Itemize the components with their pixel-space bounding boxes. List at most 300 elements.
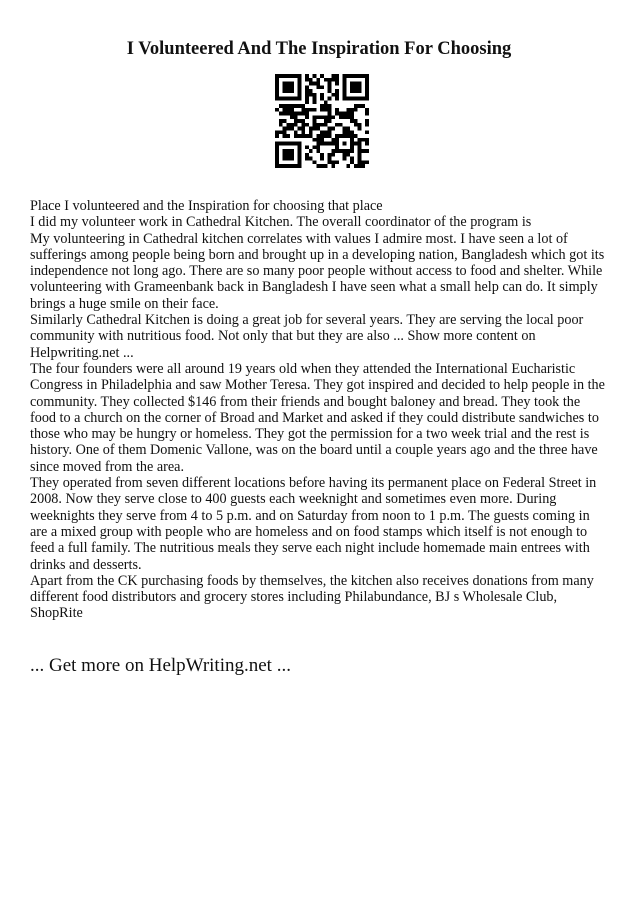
qr-module	[354, 74, 358, 78]
qr-module	[358, 85, 362, 89]
qr-module	[343, 115, 347, 119]
qr-module	[290, 153, 294, 157]
qr-module	[286, 108, 290, 112]
qr-module	[328, 130, 332, 134]
qr-module	[275, 164, 279, 168]
qr-module	[320, 85, 324, 89]
qr-module	[335, 145, 339, 149]
qr-module	[313, 100, 317, 104]
qr-module	[286, 142, 290, 146]
qr-module	[286, 85, 290, 89]
qr-module	[350, 157, 354, 161]
qr-module	[286, 89, 290, 93]
qr-module	[305, 153, 309, 157]
qr-module	[335, 149, 339, 153]
qr-module	[298, 78, 302, 82]
qr-module	[365, 108, 369, 112]
qr-module	[331, 74, 335, 78]
qr-module	[346, 153, 350, 157]
qr-module	[286, 123, 290, 127]
qr-module	[331, 153, 335, 157]
qr-module	[283, 89, 287, 93]
qr-module	[298, 104, 302, 108]
qr-module	[320, 157, 324, 161]
qr-module	[313, 108, 317, 112]
qr-module	[275, 82, 279, 86]
qr-module	[316, 149, 320, 153]
qr-module	[275, 108, 279, 112]
qr-module	[339, 115, 343, 119]
qr-module	[298, 127, 302, 131]
qr-module	[279, 112, 283, 116]
qr-module	[283, 82, 287, 86]
qr-module	[350, 145, 354, 149]
qr-module	[365, 74, 369, 78]
qr-module	[279, 97, 283, 101]
qr-module	[346, 164, 350, 168]
qr-module	[290, 127, 294, 131]
qr-module	[309, 93, 313, 97]
qr-module	[331, 164, 335, 168]
qr-module	[320, 123, 324, 127]
paragraph: My volunteering in Cathedral kitchen correlates with values I admire most. I have seen a lot of sufferings among people being born and brought up in a developing nation, Bangladesh which got its independence not long ago. There are so many poor people without access to food and shelter. While volunteering with Grameenbank back in Bangladesh I have seen what a small help can do. It simply brings a huge smile on their face.	[30, 230, 605, 312]
qr-module	[328, 160, 332, 164]
qr-module	[305, 123, 309, 127]
qr-module	[316, 123, 320, 127]
qr-module	[365, 119, 369, 123]
document-body	[30, 198, 608, 622]
qr-code-icon	[275, 74, 369, 168]
qr-module	[361, 138, 365, 142]
qr-module	[313, 74, 317, 78]
qr-module	[335, 160, 339, 164]
qr-module	[320, 115, 324, 119]
qr-module	[328, 85, 332, 89]
qr-module	[320, 97, 324, 101]
qr-module	[305, 93, 309, 97]
qr-module	[290, 97, 294, 101]
qr-module	[331, 138, 335, 142]
qr-module	[305, 134, 309, 138]
qr-module	[328, 142, 332, 146]
qr-module	[320, 138, 324, 142]
qr-module	[346, 108, 350, 112]
qr-module	[275, 89, 279, 93]
qr-module	[365, 89, 369, 93]
qr-module	[298, 134, 302, 138]
qr-module	[328, 89, 332, 93]
qr-module	[283, 127, 287, 131]
qr-module	[320, 130, 324, 134]
qr-module	[305, 112, 309, 116]
qr-module	[358, 74, 362, 78]
qr-module	[298, 97, 302, 101]
qr-module	[354, 97, 358, 101]
qr-module	[335, 78, 339, 82]
qr-module	[301, 112, 305, 116]
qr-module	[275, 74, 279, 78]
qr-module	[365, 78, 369, 82]
qr-module	[286, 134, 290, 138]
qr-module	[324, 104, 328, 108]
qr-module	[350, 112, 354, 116]
qr-module	[286, 153, 290, 157]
qr-module	[305, 157, 309, 161]
qr-module	[339, 149, 343, 153]
qr-module	[335, 112, 339, 116]
qr-module	[361, 149, 365, 153]
qr-module	[365, 149, 369, 153]
qr-module	[279, 130, 283, 134]
qr-module	[309, 157, 313, 161]
qr-module	[354, 119, 358, 123]
qr-module	[361, 164, 365, 168]
qr-module	[313, 127, 317, 131]
qr-module	[275, 153, 279, 157]
qr-module	[301, 127, 305, 131]
qr-module	[358, 123, 362, 127]
qr-module	[328, 78, 332, 82]
qr-module	[313, 93, 317, 97]
qr-module	[283, 157, 287, 161]
qr-module	[350, 85, 354, 89]
qr-module	[365, 85, 369, 89]
qr-module	[324, 130, 328, 134]
paragraph: I did my volunteer work in Cathedral Kitchen. The overall coordinator of the program is	[30, 214, 532, 231]
qr-module	[346, 112, 350, 116]
qr-module	[343, 74, 347, 78]
qr-module	[316, 145, 320, 149]
qr-module	[350, 149, 354, 153]
qr-module	[331, 149, 335, 153]
qr-module	[294, 112, 298, 116]
qr-module	[343, 142, 347, 146]
qr-module	[305, 85, 309, 89]
qr-module	[343, 89, 347, 93]
qr-module	[331, 142, 335, 146]
qr-module	[286, 127, 290, 131]
qr-module	[294, 142, 298, 146]
qr-module	[331, 93, 335, 97]
qr-module	[365, 82, 369, 86]
qr-module	[335, 93, 339, 97]
qr-module	[290, 142, 294, 146]
qr-module	[324, 115, 328, 119]
qr-module	[290, 123, 294, 127]
qr-module	[283, 134, 287, 138]
qr-module	[305, 115, 309, 119]
qr-module	[324, 134, 328, 138]
paragraph: They operated from seven different locations before having its permanent place on Federal Street in 2008. Now they serve close to 400 guests each weeknight and sometimes even more. During weeknights they serve from 4 to 5 p.m. and on Saturday from noon to 1 p.m. The guests coming in are a mixed group with people who are homeless and on food stamps which itself is not enough to feed a full family. The nutritious meals they serve each night include homemade main entrees with drinks and desserts.	[30, 475, 597, 573]
qr-module	[305, 78, 309, 82]
qr-module	[365, 142, 369, 146]
qr-module	[361, 97, 365, 101]
qr-module	[354, 82, 358, 86]
qr-module	[324, 108, 328, 112]
qr-module	[298, 160, 302, 164]
qr-module	[358, 138, 362, 142]
qr-module	[309, 82, 313, 86]
qr-module	[354, 123, 358, 127]
qr-module	[279, 104, 283, 108]
qr-module	[275, 160, 279, 164]
qr-module	[298, 153, 302, 157]
qr-module	[339, 123, 343, 127]
qr-module	[343, 157, 347, 161]
qr-module	[301, 123, 305, 127]
qr-module	[354, 85, 358, 89]
qr-module	[305, 145, 309, 149]
qr-module	[316, 82, 320, 86]
qr-module	[346, 149, 350, 153]
qr-module	[365, 123, 369, 127]
qr-module	[335, 138, 339, 142]
qr-module	[346, 127, 350, 131]
qr-module	[346, 134, 350, 138]
qr-module	[290, 89, 294, 93]
qr-module	[298, 93, 302, 97]
qr-module	[309, 108, 313, 112]
qr-module	[286, 112, 290, 116]
qr-module	[358, 160, 362, 164]
qr-module	[328, 157, 332, 161]
qr-module	[365, 93, 369, 97]
qr-module	[283, 74, 287, 78]
qr-module	[309, 134, 313, 138]
qr-module	[301, 119, 305, 123]
qr-module	[316, 138, 320, 142]
qr-module	[286, 74, 290, 78]
qr-module	[279, 123, 283, 127]
qr-module	[313, 160, 317, 164]
qr-module	[294, 97, 298, 101]
qr-module	[290, 104, 294, 108]
qr-module	[275, 145, 279, 149]
qr-module	[316, 115, 320, 119]
qr-module	[283, 142, 287, 146]
qr-module	[283, 153, 287, 157]
qr-module	[320, 74, 324, 78]
qr-module	[294, 104, 298, 108]
qr-module	[275, 134, 279, 138]
qr-module	[331, 127, 335, 131]
qr-module	[350, 74, 354, 78]
qr-module	[286, 149, 290, 153]
qr-module	[320, 93, 324, 97]
qr-module	[316, 134, 320, 138]
qr-module	[290, 108, 294, 112]
qr-module	[316, 142, 320, 146]
qr-module	[298, 142, 302, 146]
document-title: I Volunteered And The Inspiration For Choosing	[126, 39, 512, 59]
qr-module	[358, 89, 362, 93]
qr-module	[343, 127, 347, 131]
qr-module	[328, 97, 332, 101]
qr-module	[343, 93, 347, 97]
qr-module	[298, 74, 302, 78]
qr-module	[290, 164, 294, 168]
qr-module	[290, 85, 294, 89]
qr-module	[290, 157, 294, 161]
qr-module	[275, 85, 279, 89]
qr-module	[354, 134, 358, 138]
qr-module	[294, 164, 298, 168]
qr-module	[354, 104, 358, 108]
qr-module	[324, 78, 328, 82]
qr-module	[365, 97, 369, 101]
qr-module	[343, 97, 347, 101]
qr-module	[365, 138, 369, 142]
qr-module	[279, 119, 283, 123]
qr-module	[354, 164, 358, 168]
qr-module	[309, 130, 313, 134]
qr-module	[316, 127, 320, 131]
qr-module	[309, 127, 313, 131]
qr-module	[328, 127, 332, 131]
qr-module	[335, 123, 339, 127]
qr-module	[350, 138, 354, 142]
qr-module	[275, 157, 279, 161]
qr-module	[298, 145, 302, 149]
qr-module	[350, 130, 354, 134]
get-more-link[interactable]: ... Get more on HelpWriting.net ...	[30, 655, 291, 676]
qr-module	[320, 142, 324, 146]
qr-module	[275, 78, 279, 82]
qr-module	[294, 119, 298, 123]
qr-module	[275, 142, 279, 146]
qr-module	[365, 130, 369, 134]
qr-module	[283, 108, 287, 112]
qr-module	[346, 97, 350, 101]
qr-module	[358, 164, 362, 168]
qr-module	[298, 82, 302, 86]
qr-module	[313, 138, 317, 142]
qr-module	[324, 164, 328, 168]
qr-module	[324, 100, 328, 104]
qr-module	[290, 82, 294, 86]
qr-module	[361, 104, 365, 108]
qr-module	[313, 82, 317, 86]
qr-module	[305, 89, 309, 93]
qr-module	[335, 108, 339, 112]
paragraph: Similarly Cathedral Kitchen is doing a great job for several years. They are serving the local poor community with nutritious food. Not only that but they are also ... Show more content on Helpwriting.net ...	[30, 312, 584, 361]
qr-module	[328, 108, 332, 112]
qr-module	[350, 89, 354, 93]
qr-module	[358, 104, 362, 108]
qr-module	[328, 115, 332, 119]
qr-module	[283, 119, 287, 123]
qr-module	[294, 74, 298, 78]
qr-module	[275, 97, 279, 101]
qr-module	[320, 134, 324, 138]
qr-module	[361, 160, 365, 164]
qr-module	[339, 112, 343, 116]
qr-module	[316, 85, 320, 89]
qr-module	[335, 142, 339, 146]
qr-module	[343, 130, 347, 134]
qr-module	[290, 112, 294, 116]
qr-module	[331, 160, 335, 164]
qr-module	[328, 134, 332, 138]
qr-module	[346, 115, 350, 119]
qr-module	[301, 130, 305, 134]
qr-module	[354, 142, 358, 146]
qr-module	[316, 78, 320, 82]
qr-module	[290, 115, 294, 119]
qr-module	[324, 119, 328, 123]
qr-module	[283, 149, 287, 153]
qr-module	[350, 134, 354, 138]
qr-module	[298, 164, 302, 168]
qr-module	[350, 142, 354, 146]
qr-module	[275, 130, 279, 134]
qr-module	[309, 78, 313, 82]
qr-module	[365, 112, 369, 116]
qr-module	[298, 89, 302, 93]
qr-module	[283, 97, 287, 101]
qr-module	[350, 108, 354, 112]
qr-module	[350, 119, 354, 123]
qr-module	[305, 74, 309, 78]
qr-module	[275, 149, 279, 153]
qr-module	[358, 82, 362, 86]
qr-module	[286, 164, 290, 168]
qr-module	[328, 104, 332, 108]
qr-module	[294, 134, 298, 138]
qr-module	[328, 82, 332, 86]
qr-module	[279, 74, 283, 78]
qr-module	[298, 85, 302, 89]
qr-module	[313, 123, 317, 127]
qr-module	[298, 149, 302, 153]
qr-module	[294, 123, 298, 127]
qr-module	[354, 89, 358, 93]
qr-module	[301, 134, 305, 138]
qr-module	[313, 119, 317, 123]
qr-module	[354, 108, 358, 112]
qr-module	[350, 115, 354, 119]
qr-module	[286, 104, 290, 108]
qr-module	[335, 89, 339, 93]
qr-module	[346, 74, 350, 78]
qr-module	[328, 119, 332, 123]
qr-module	[358, 157, 362, 161]
qr-module	[320, 153, 324, 157]
qr-module	[298, 157, 302, 161]
qr-module	[286, 82, 290, 86]
qr-module	[290, 74, 294, 78]
paragraph: Place I volunteered and the Inspiration for choosing that place	[30, 198, 383, 214]
qr-module	[358, 127, 362, 131]
qr-module	[335, 82, 339, 86]
qr-module	[286, 97, 290, 101]
qr-module	[305, 97, 309, 101]
qr-module	[358, 145, 362, 149]
qr-module	[316, 164, 320, 168]
qr-module	[301, 104, 305, 108]
qr-module	[346, 130, 350, 134]
qr-module	[320, 108, 324, 112]
qr-module	[294, 130, 298, 134]
qr-module	[313, 97, 317, 101]
qr-module	[331, 78, 335, 82]
qr-module	[335, 97, 339, 101]
qr-module	[309, 89, 313, 93]
qr-module	[298, 119, 302, 123]
qr-module	[286, 157, 290, 161]
qr-module	[343, 112, 347, 116]
paragraph: The four founders were all around 19 years old when they attended the International Eucharistic Congress in Philadelphia and saw Mother Teresa. They got inspired and decided to help people in the community. They collected $146 from their friends and bought baloney and bread. They took the food to a church on the corner of Broad and Market and asked if they could distribute sandwiches to those who may be hungry or homeless. They got the permission for a two week trial and the rest is history. One of them Domenic Vallone, was on the board until a couple years ago and the three have since moved from the area.	[30, 360, 605, 475]
